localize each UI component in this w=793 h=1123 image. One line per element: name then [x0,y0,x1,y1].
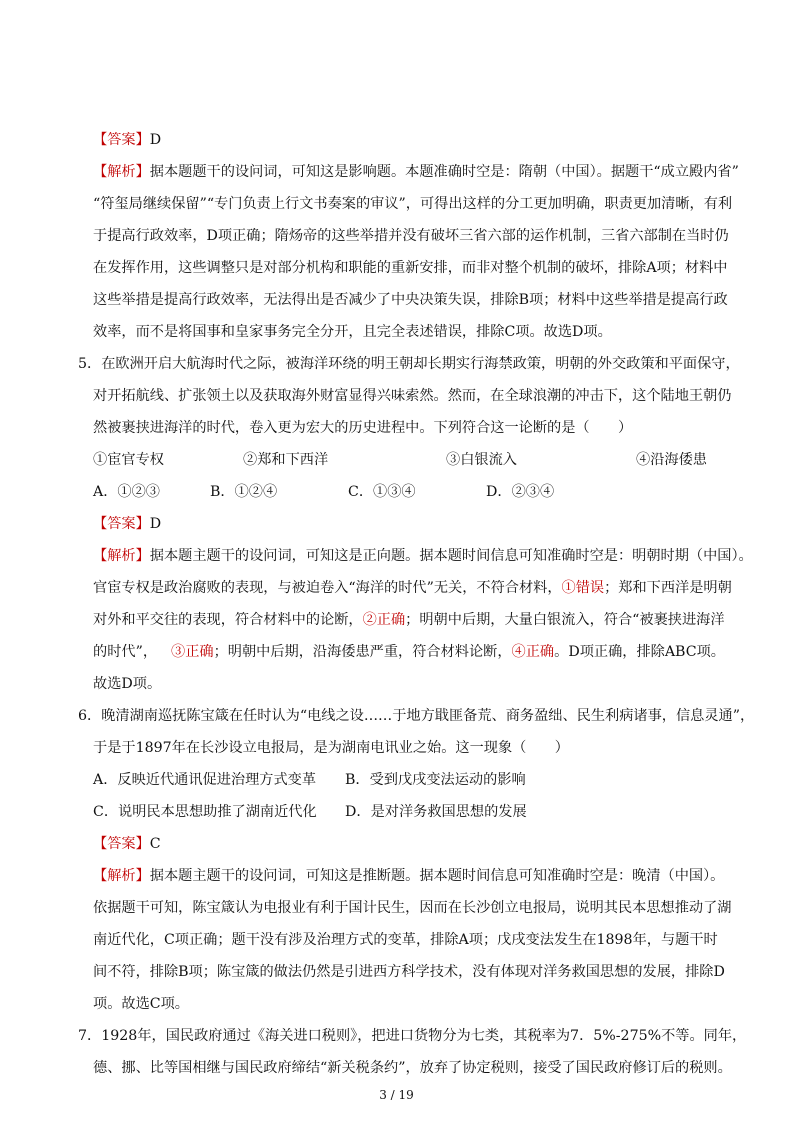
q6-answer: 【答案】C [93,836,161,852]
answer-label: 【答案】 [93,132,150,148]
q5-answer: 【答案】D [93,516,162,532]
q4-analysis-line: 在发挥作用，这些调整只是对部分机构和职能的重新安排，而非对整个机制的破坏，排除A项；材料中 [93,260,728,276]
q5-option: C．①③④ [348,484,416,500]
analysis-label: 【解析】 [93,164,150,180]
q6-option: A．反映近代通讯促进治理方式变革 [93,772,317,788]
page-number: 3 / 19 [379,1088,414,1102]
q6-analysis-line: 【解析】据本题主题干的设问词，可知这是推断题。据本题时间信息可知准确时空是：晚清（中国）。 [93,868,725,884]
question-number: 6． [78,708,102,724]
q5-item: ④沿海倭患 [636,452,707,468]
question-number: 5． [78,356,102,372]
q4-analysis-line: 于提高行政效率，D项正确；隋炀帝的这些举措并没有破坏三省六部的运作机制，三省六部制在当时仍 [93,228,729,244]
q6-analysis-line: 项。故选C项。 [93,996,189,1012]
q6-stem-line: 于是于1897年在长沙设立电报局，是为湖南电讯业之始。这一现象（ ） [93,740,569,756]
q5-analysis-line: 官宦专权是政治腐败的表现，与被迫卷入“海洋的时代”无关，不符合材料，①错误；郑和下西洋是明朝 [93,580,732,596]
q5-item: ②郑和下西洋 [243,452,329,468]
q6-option: D．是对洋务救国思想的发展 [345,804,527,820]
q5-stem-line: 5．在欧洲开启大航海时代之际，被海洋环绕的明王朝却长期实行海禁政策，明朝的外交政策和平面保守， [78,356,740,372]
q7-stem-line: 德、挪、比等国相继与国民政府缔结“新关税条约”，放弃了协定税则，接受了国民政府修订后的税则。 [93,1060,732,1076]
q5-stem-line: 对开拓航线、扩张领土以及获取海外财富显得兴味索然。然而，在全球浪潮的冲击下，这个陆地王朝仍 [93,388,732,404]
q6-analysis-line: 间不符，排除B项；陈宝箴的做法仍然是引进西方科学技术，没有体现对洋务救国思想的发展，排除D [93,964,725,980]
question-number: 7． [78,1028,102,1044]
q7-stem-line: 7．1928年，国民政府通过《海关进口税则》，把进口货物分为七类，其税率为7．5%-275%不等。同年， [78,1028,747,1044]
q5-analysis-line: 【解析】据本题主题干的设问词，可知这是正向题。据本题时间信息可知准确时空是：明朝时期（中国）。 [93,548,753,564]
q5-option: A．①②③ [93,484,160,500]
q4-analysis-line: 效率，而不是将国事和皇家事务完全分开，且完全表述错误，排除C项。故选D项。 [93,324,612,340]
q4-analysis-line: “符玺局继续保留”“专门负责上行文书奏案的审议”，可得出这样的分工更加明确，职责更加清晰，有利 [93,196,733,212]
q6-analysis-line: 依据题干可知，陈宝箴认为电报业有利于国计民生，因而在长沙创立电报局，说明其民本思想推动了湖 [93,900,732,916]
q4-analysis-line: 这些举措是提高行政效率，无法得出是否减少了中央决策失误，排除B项；材料中这些举措是提高行政 [93,292,728,308]
q5-item: ①宦官专权 [93,452,164,468]
q4-answer: 【答案】D [93,132,162,148]
q6-analysis-line: 南近代化，C项正确；题干没有涉及治理方式的变革，排除A项；戊戌变法发生在1898年，与题干时 [93,932,718,948]
q5-item: ③白银流入 [446,452,517,468]
q6-option: C．说明民本思想助推了湖南近代化 [93,804,317,820]
q5-analysis-line: 的时代”， ③正确；明朝中后期，沿海倭患严重，符合材料论断，④正确。D项正确，排除ABC项。 [93,644,725,660]
q6-stem-line: 6．晚清湖南巡抚陈宝箴在任时认为“电线之设……于地方戢匪备荒、商务盈绌、民生利病诸事，信息灵通”， [78,708,755,724]
q5-option: D．②③④ [486,484,555,500]
q5-analysis-line: 对外和平交往的表现，符合材料中的论断，②正确；明朝中后期，大量白银流入，符合“被裹挟进海洋 [93,612,725,628]
q5-stem-line: 然被裹挟进海洋的时代，卷入更为宏大的历史进程中。下列符合这一论断的是（ ） [93,420,633,436]
q5-option: B．①②④ [210,484,278,500]
q6-option: B．受到戊戌变法运动的影响 [345,772,526,788]
q5-analysis-line: 故选D项。 [93,676,162,692]
q4-analysis-line: 【解析】据本题题干的设问词，可知这是影响题。本题准确时空是：隋朝（中国）。据题干“成立殿内省” [93,164,739,180]
